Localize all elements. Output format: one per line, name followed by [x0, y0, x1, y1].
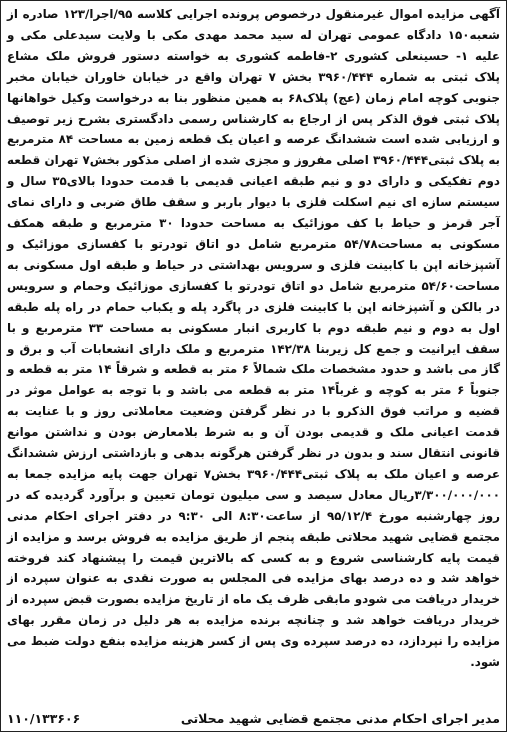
notice-footer	[7, 709, 500, 729]
notice-signature: مدیر اجرای احکام مدنی مجتمع قضایی شهید محلاتی	[180, 711, 500, 726]
notice-code: ۱۱۰/۱۳۳۶۰۶	[7, 711, 81, 726]
notice-body: آگهی مزایده اموال غیرمنقول درخصوص پرونده اجرایی کلاسه ۹۵/اجرا/۱۲۳ صادره از شعبه۱۵۰ دادگاه عمومی تهران له سید محمد مهدی مکی با ولایت سیدعلی مکی و علیه ۱- حسینعلی کشوری ۲-فاطمه کشوری به خواسته دستور فروش ملک مشاع پلاک ثبتی به شماره ۳۹۶۰/۴۴۴ بخش ۷ تهران واقع در خیابان خاوران خیابان مخبر جنوبی کوچه امام زمان (عج) پلاک۶۸ به همین منظور بنا به درخواست وکیل خواهانها پلاک ثبتی فوق الذکر پس از ارجاع به کارشناس رسمی دادگستری بشرح زیر توصیف و ارزیابی شده است ششدانگ عرصه و اعیان یک قطعه زمین به مساحت ۸۴ مترمربع به پلاک ثبتی۳۹۶۰/۴۴۴ اصلی مفروز و مجزی شده از اصلی مذکور بخش۷ تهران قطعه دوم تفکیکی و دارای دو و نیم طبقه اعیانی قدیمی با قدمت حدودا بالای۳۵ سال و سیستم سازه ای نیم اسکلت فلزی با دیوار باربر و سقف طاق ضربی و دارای نمای آجر قرمز و حیاط با کف موزائیک به مساحت حدودا ۳۰ مترمربع و طبقه همکف مسکونی به مساحت۵۴/۷۸ مترمربع شامل دو اتاق تودرتو با کفسازی موزائیک و آشپزخانه اپن با کابینت فلزی و سرویس بهداشتی در حیاط و طبقه اول مسکونی به مساحت۵۴/۶۰ مترمربع شامل دو اتاق تودرتو با کفسازی موزائیک وحمام و سرویس در بالکن و آشپزخانه اپن با کابینت فلزی در پاگرد پله و یکباب حمام در راه پله طبقه اول به دوم و نیم طبقه دوم با کاربری انبار مسکونی به مساحت ۳۳ مترمربع و با سقف ایرانیت و جمع کل زیربنا ۱۴۲/۳۸ مترمربع و ملک دارای انشعابات آب و برق و گاز می باشد و حدود مشخصات ملک شمالاً ۶ متر به قطعه و شرقاً ۱۴ متر به قطعه و جنوباً ۶ متر به کوچه و غرباً۱۴ متر به قطعه می باشد و با توجه به عوامل موثر در قضیه و مراتب فوق الذکرو با در نظر گرفتن وضعیت معاملاتی روز و با عنایت به قدمت اعیانی ملک و قدیمی بودن آن و به شرط بلامعارض بودن و نداشتن موانع قانونی انتقال سند و بدون در نظر گرفتن هرگونه بدهی و بازداشتی ارزش ششدانگ عرصه و اعیان ملک به پلاک ثبتی۳۹۶۰/۴۴۴ بخش۷ تهران جهت پایه مزایده جمعا به ۳/۳۰۰/۰۰۰/۰۰۰ریال معادل سیصد و سی میلیون تومان تعیین و برآورد گردیده که در روز چهارشنبه مورخ ۹۵/۱۲/۴ از ساعت۸:۳۰ الی ۹:۳۰ در دفتر اجرای احکام مدنی مجتمع قضایی شهید محلاتی طبقه پنجم از طریق مزایده به فروش برسد و مزایده از قیمت پایه کارشناسی شروع و به کسی که بالاترین قیمت را پیشنهاد کند فروخته خواهد شد و ده درصد بهای مزایده فی المجلس به صورت نقدی به عنوان سپرده از خریدار دریافت می شودو مابقی ظرف یک ماه از تاریخ مزایده بصورت قبض سپرده از خریدار دریافت خواهد شد و چنانچه برنده مزایده به هر دلیل در زمان مقرر بهای مزایده را نپردازد، ده درصد سپرده وی پس از کسر هزینه مزایده بنفع دولت ضبط می شود.	[7, 7, 501, 670]
